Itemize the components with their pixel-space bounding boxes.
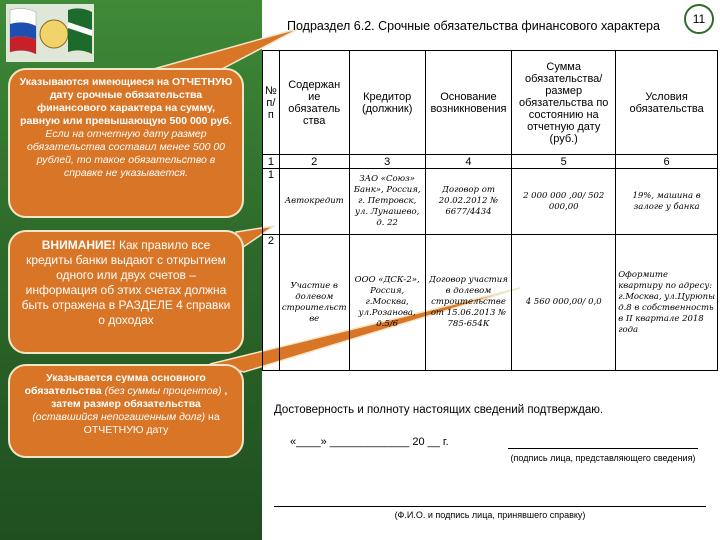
table-row <box>263 169 718 235</box>
col-header: Условия обязательства <box>616 51 718 155</box>
col-header: № п/п <box>263 51 280 155</box>
cell-amount: 2 000 000 ,00/ 502 000,00 <box>512 169 616 235</box>
col-header: Кредитор (должник) <box>349 51 425 155</box>
confirmation-text: Достоверность и полноту настоящих сведений подтверждаю. <box>274 404 604 416</box>
col-header: Основание возникновения <box>425 51 511 155</box>
cell-creditor: ЗАО «Союз» Банк», Россия, г. Петровск, ул. Лунашево, д. 22 <box>349 169 425 235</box>
col-number: 3 <box>349 155 425 169</box>
cell-index: 1 <box>263 169 280 235</box>
callout-amount <box>8 364 244 458</box>
column-number-row <box>263 155 718 169</box>
col-number: 4 <box>425 155 511 169</box>
receiver-signature-line <box>274 506 706 507</box>
obligations-table <box>262 50 718 371</box>
amount-text-2: (без суммы процентов) <box>104 385 222 397</box>
receiver-caption: (Ф.И.О. и подпись лица, принявшего справку) <box>394 510 586 520</box>
signature-caption: (подпись лица, представляющего сведения) <box>510 453 696 463</box>
col-number: 6 <box>616 155 718 169</box>
cell-content: Автокредит <box>279 169 349 235</box>
col-number: 1 <box>263 155 280 169</box>
attention-text: Как правило все кредиты банки выдают с открытием одного или двух счетов – информация об этих счетах должна быть отражена в РАЗДЕЛЕ 4 справки о доходах <box>21 238 231 327</box>
page-number-badge: 11 <box>684 4 714 34</box>
callout-italic-text: Если на отчетную дату размер обязательства составил менее 500 00 рублей, то такое обязательство в справке не указывается. <box>26 128 226 179</box>
cell-creditor: ООО «ДСК-2», Россия, г.Москва, ул.Розанова, д.5/6 <box>349 235 425 371</box>
signature-line <box>508 448 698 449</box>
col-number: 5 <box>512 155 616 169</box>
cell-basis: Договор от 20.02.2012 № 6677/4434 <box>425 169 511 235</box>
amount-text-1: Указывается сумма основного обязательства <box>24 372 206 397</box>
cell-conditions: Оформите квартиру по адресу: г.Москва, ул.Цурюпы д.8 в собственность в II квартале 2018 года <box>616 235 718 371</box>
cell-content: Участие в долевом строительст ве <box>279 235 349 371</box>
col-header: Содержан ие обязатель ства <box>279 51 349 155</box>
table-row <box>263 235 718 371</box>
cell-basis: Договор участия в долевом строительстве от 15.06.2013 № 785-654К <box>425 235 511 371</box>
table-header-row <box>263 51 718 155</box>
date-field: «____» _____________ 20 __ г. <box>290 436 449 448</box>
callout-bold-text: Указываются имеющиеся на ОТЧЕТНУЮ дату срочные обязательства финансового характера на сумму, равную или превышающую 500 000 руб. <box>19 76 233 127</box>
cell-amount: 4 560 000,00/ 0,0 <box>512 235 616 371</box>
attention-heading: ВНИМАНИЕ! <box>41 238 116 252</box>
col-header: Сумма обязательства/ размер обязательства по состоянию на отчетную дату (руб.) <box>512 51 616 155</box>
amount-text-3: , затем размер обязательства <box>51 385 228 410</box>
col-number: 2 <box>279 155 349 169</box>
callout-reporting-date <box>8 68 244 218</box>
amount-text-4: (оставшийся непогашенным долг) <box>32 411 206 423</box>
section-title: Подраздел 6.2. Срочные обязательства финансового характера <box>287 19 660 33</box>
amount-text-5: на ОТЧЕТНУЮ дату <box>83 411 220 436</box>
cell-conditions: 19%, машина в залоге у банка <box>616 169 718 235</box>
callout-attention <box>8 230 244 354</box>
cell-index: 2 <box>263 235 280 371</box>
